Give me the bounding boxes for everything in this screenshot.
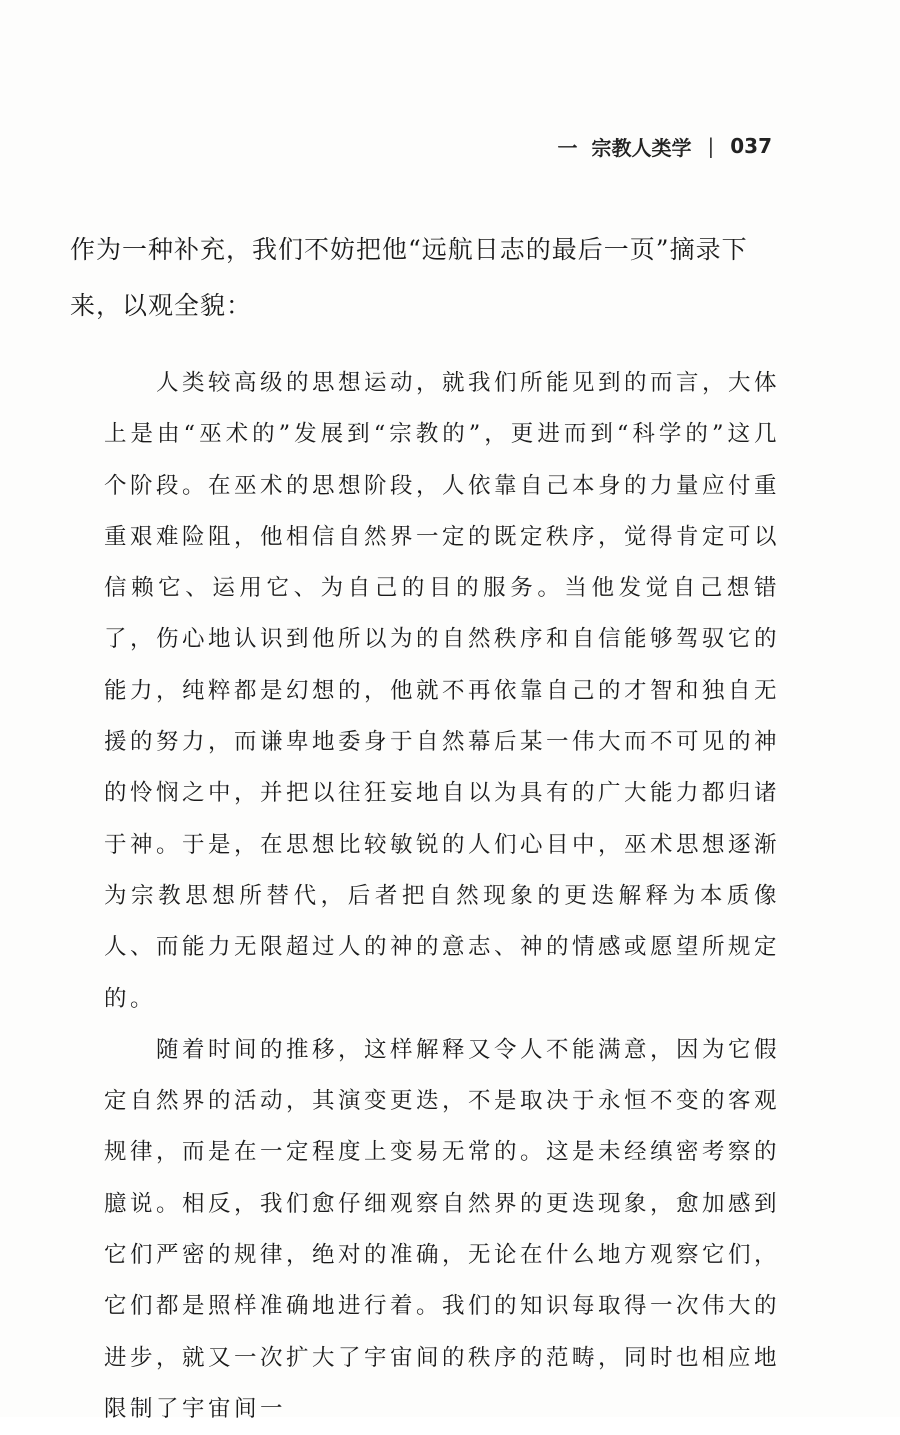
section-title: 宗教人类学 — [591, 135, 692, 160]
quote-paragraph-1: 人类较高级的思想运动，就我们所能见到的而言，大体上是由“巫术的”发展到“宗教的”，更进而到“科学的”这几个阶段。在巫术的思想阶段，人依靠自己本身的力量应付重重艰难险阻，他相信自然界一定的既定秩序，觉得肯定可以信赖它、运用它、为自己的目的服务。当他发觉自己想错了，伤心地认识到他所以为的自然秩序和自信能够驾驭它的能力，纯粹都是幻想的，他就不再依靠自己的才智和独自无援的努力，而谦卑地委身于自然幕后某一伟大而不可见的神的怜悯之中，并把以往狂妄地自以为具有的广大能力都归诸于神。于是，在思想比较敏锐的人们心目中，巫术思想逐渐为宗教思想所替代，后者把自然现象的更迭解释为本质像人、而能力无限超过人的神的意志、神的情感或愿望所规定的。 — [104, 370, 781, 1012]
quote-paragraph-2: 随着时间的推移，这样解释又令人不能满意，因为它假定自然界的活动，其演变更迭，不是取决于永恒不变的客观规律，而是在一定程度上变易无常的。这是未经缜密考察的臆说。相反，我们愈仔细观察自然界的更迭现象，愈加感到它们严密的规律，绝对的准确，无论在什么地方观察它们，它们都是照样准确地进行着。我们的知识每取得一次伟大的进步，就又一次扩大了宇宙间的秩序的范畴，同时也相应地限制了宇宙间一 — [104, 1036, 781, 1422]
header-separator: | — [707, 134, 715, 158]
header-dash: 一 — [557, 135, 578, 160]
block-quote — [104, 358, 780, 1435]
lead-paragraph: 作为一种补充，我们不妨把他“远航日志的最后一页”摘录下来，以观全貌： — [70, 235, 748, 320]
page-number: 037 — [730, 134, 772, 158]
running-header — [558, 128, 773, 164]
